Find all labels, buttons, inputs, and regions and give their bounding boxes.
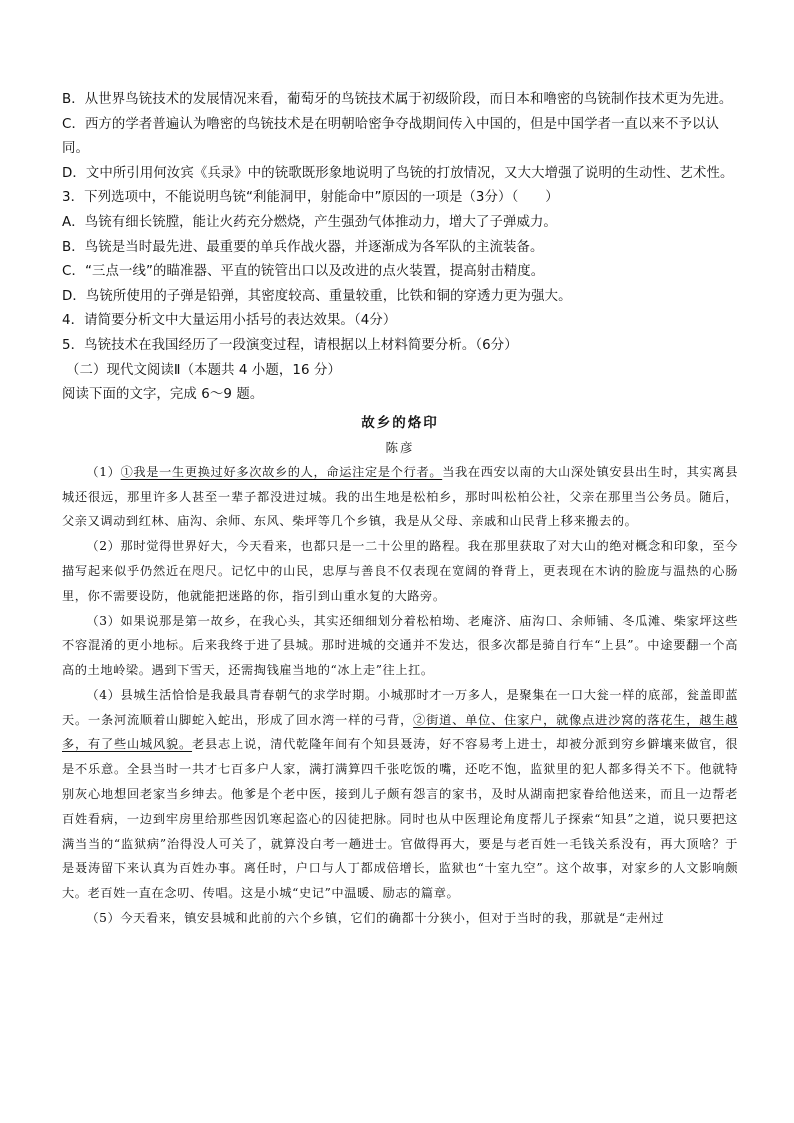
question-3-option-b: B．鸟铳是当时最先进、最重要的单兵作战火器，并逐渐成为各军队的主流装备。 bbox=[62, 239, 544, 255]
question-3-stem: 3．下列选项中，不能说明鸟铳“利能洞甲，射能命中”原因的一项是（3分）（ ） bbox=[62, 190, 559, 206]
paragraph-5: （5）今天看来，镇安县城和此前的六个乡镇，它们的确都十分狭小，但对于当时的我，那就是“走州过 bbox=[86, 911, 665, 926]
underlined-sentence-1: ①我是一生更换过好多次故乡的人，命运注定是个行者。 bbox=[120, 464, 443, 479]
question-3-option-a: A．鸟铳有细长铳膛，能让火药充分燃烧，产生强劲气体推动力，增大了子弹威力。 bbox=[62, 214, 557, 230]
option-b: B．从世界鸟铳技术的发展情况来看，葡萄牙的鸟铳技术属于初级阶段，而日本和噜密的鸟铳制作技术更为先进。 bbox=[62, 92, 733, 107]
article-author: 陈彦 bbox=[385, 439, 415, 455]
underlined-sentence-2: ②街道、单位、住家户，就像点进沙窝的落花生，越生越多，有了些山城风貌。 bbox=[62, 712, 739, 752]
reading-instruction: 阅读下面的文字，完成 6～9 题。 bbox=[62, 387, 264, 403]
article-title: 故乡的烙印 bbox=[361, 414, 439, 431]
option-c: C．西方的学者普遍认为噜密的鸟铳技术是在明朝哈密争夺战期间传入中国的，但是中国学者一直以来不予以认同。 bbox=[62, 116, 719, 157]
section-2-heading: （二）现代文阅读Ⅱ（本题共 4 小题，16 分） bbox=[66, 362, 341, 378]
paragraph-2: （2）那时觉得世界好大，今天看来，也都只是一二十公里的路程。我在那里获取了对大山的绝对概念和印象，至今描写起来似乎仍然近在咫尺。记忆中的山民，忠厚与善良不仅表现在宽阔的脊背上，更表现在木讷的脸庞与温热的心肠里，你不需要设防，他就能把迷路的你，指引到山重水复的大路旁。 bbox=[62, 539, 738, 603]
paragraph-4-lead: （4）县城生活恰恰是我最具青春朝气的求学时期。小城那时才一万多人，是聚集在一口大瓮一样的底部，瓮盖即蓝天。一条河流顺着山脚蛇入蛇出，形成了回水湾一样的弓背， bbox=[62, 687, 738, 727]
paragraph-4-text: 老县志上说，清代乾隆年间有个知县聂涛，好不容易考上进士，却被分派到穷乡僻壤来做官，很是不乐意。全县当时一共才七百多户人家，满打满算四千张吃饭的嘴，还吃不饱，监狱里的犯人都多得关不下。他就特别灰心地想回老家当乡绅去。他爹是个老中医，接到儿子颇有怨言的家书，及时从湖南把家眷给他送来，而且一边帮老百姓看病，一边到牢房里给那些因饥寒起盗心的囚徒把脉。同时也从中医理论角度帮儿子探索“知县”之道，说只要把这满当当的“监狱病”治得没人可关了，就算没白考一趟进士。官做得再大，要是与老百姓一毛钱关系没有，再大顶啥？于是聂涛留下来认真为百姓办事。离任时，户口与人丁都成倍增长，监狱也“十室九空”。这个故事，对家乡的人文影响颇大。老百姓一直在念叨、传唱。这是小城“史记”中温暖、励志的篇章。 bbox=[62, 737, 739, 901]
question-4: 4．请简要分析文中大量运用小括号的表达效果。（4分） bbox=[62, 313, 397, 329]
question-5: 5．鸟铳技术在我国经历了一段演变过程，请根据以上材料简要分析。（6分） bbox=[62, 337, 518, 353]
question-3-option-c: C．“三点一线”的瞄准器、平直的铳管出口以及改进的点火装置，提高射击精度。 bbox=[62, 264, 545, 280]
exam-page bbox=[62, 88, 738, 931]
paragraph-4 bbox=[62, 683, 738, 906]
paragraph-1-text: 当我在西安以南的大山深处镇安县出生时，其实离县城还很远，那里许多人甚至一辈子都没进过城。我的出生地是松柏乡，那时叫松柏公社，父亲在那里当公务员。随后，父亲又调动到红林、庙沟、余师、东风、柴坪等几个乡镇，我是从父母、亲戚和山民背上移来搬去的。 bbox=[62, 464, 738, 529]
question-3-option-d: D．鸟铳所使用的子弹是铅弹，其密度较高、重量较重，比铁和铜的穿透力更为强大。 bbox=[62, 288, 572, 304]
option-d: D．文中所引用何汝宾《兵录》中的铳歌既形象地说明了鸟铳的打放情况，又大大增强了说明的生动性、艺术性。 bbox=[62, 165, 734, 181]
paragraph-1 bbox=[62, 460, 738, 534]
paragraph-3: （3）如果说那是第一故乡，在我心头，其实还细细划分着松柏坳、老庵济、庙沟口、余师铺、冬瓜滩、柴家坪这些不容混淆的更小地标。后来我终于进了县城。那时进城的交通并不发达，很多次都是骑自行车“上县”。中途要翻一个高高的土地岭梁。遇到下雪天，还需掏钱雇当地的“冰上走”往上扛。 bbox=[62, 613, 738, 678]
paragraph-1-number: （1） bbox=[86, 464, 121, 479]
